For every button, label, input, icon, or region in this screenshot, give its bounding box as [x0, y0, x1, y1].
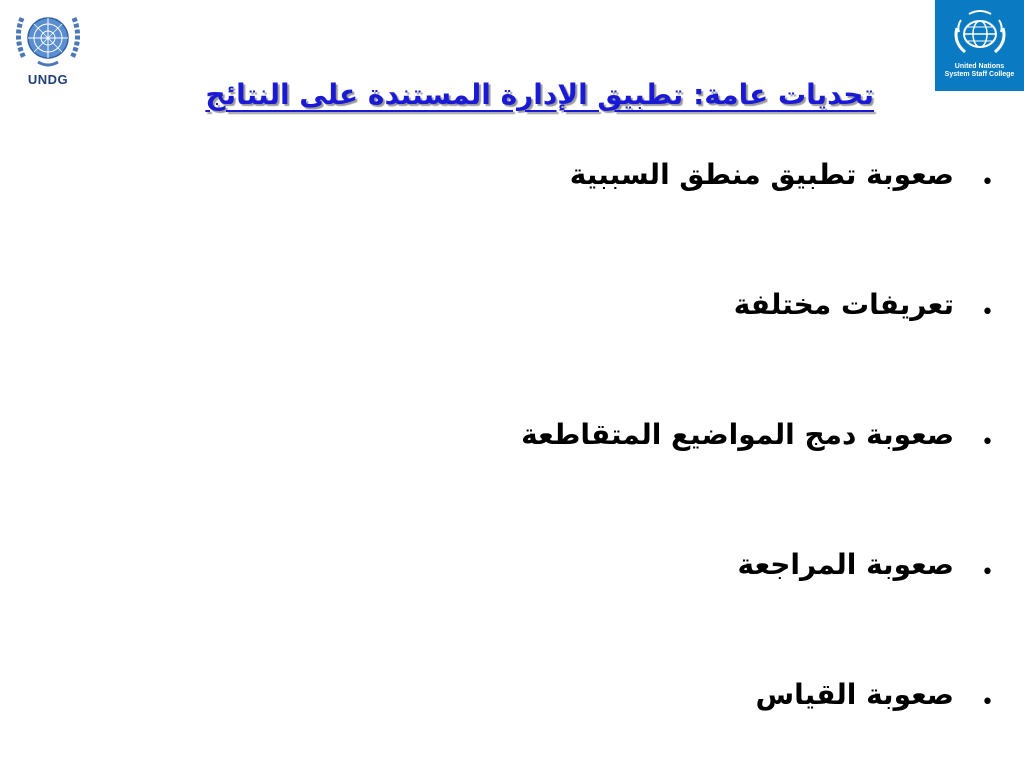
- unssc-logo-label: [935, 63, 1024, 79]
- bullet-icon: •: [981, 170, 994, 195]
- globe-hands-icon: [951, 6, 1009, 60]
- unssc-logo-line1: United Nations: [954, 63, 1005, 70]
- list-item: [294, 678, 994, 768]
- bullet-icon: •: [981, 300, 994, 325]
- unssc-logo: [935, 0, 1024, 91]
- bullet-icon: •: [981, 690, 994, 715]
- slide-title: تحديات عامة: تطبيق الإدارة المستندة على النتائج: [205, 78, 874, 111]
- bullet-text: تعريفات مختلفة: [733, 288, 954, 321]
- bullet-text: صعوبة المراجعة: [737, 548, 954, 581]
- list-item: [294, 548, 994, 678]
- list-item: [294, 418, 994, 548]
- un-emblem-icon: [8, 6, 88, 72]
- bullet-text: صعوبة دمج المواضيع المتقاطعة: [521, 418, 954, 451]
- bullet-text: صعوبة تطبيق منطق السببية: [569, 158, 954, 191]
- list-item: [294, 288, 994, 418]
- bullet-list: [294, 158, 994, 768]
- undg-logo-label: UNDG: [27, 72, 69, 87]
- list-item: [294, 158, 994, 288]
- undg-logo: [8, 6, 88, 90]
- bullet-icon: •: [981, 560, 994, 585]
- bullet-text: صعوبة القياس: [755, 678, 954, 711]
- bullet-icon: •: [981, 430, 994, 455]
- unssc-logo-line2: System Staff College: [944, 71, 1015, 78]
